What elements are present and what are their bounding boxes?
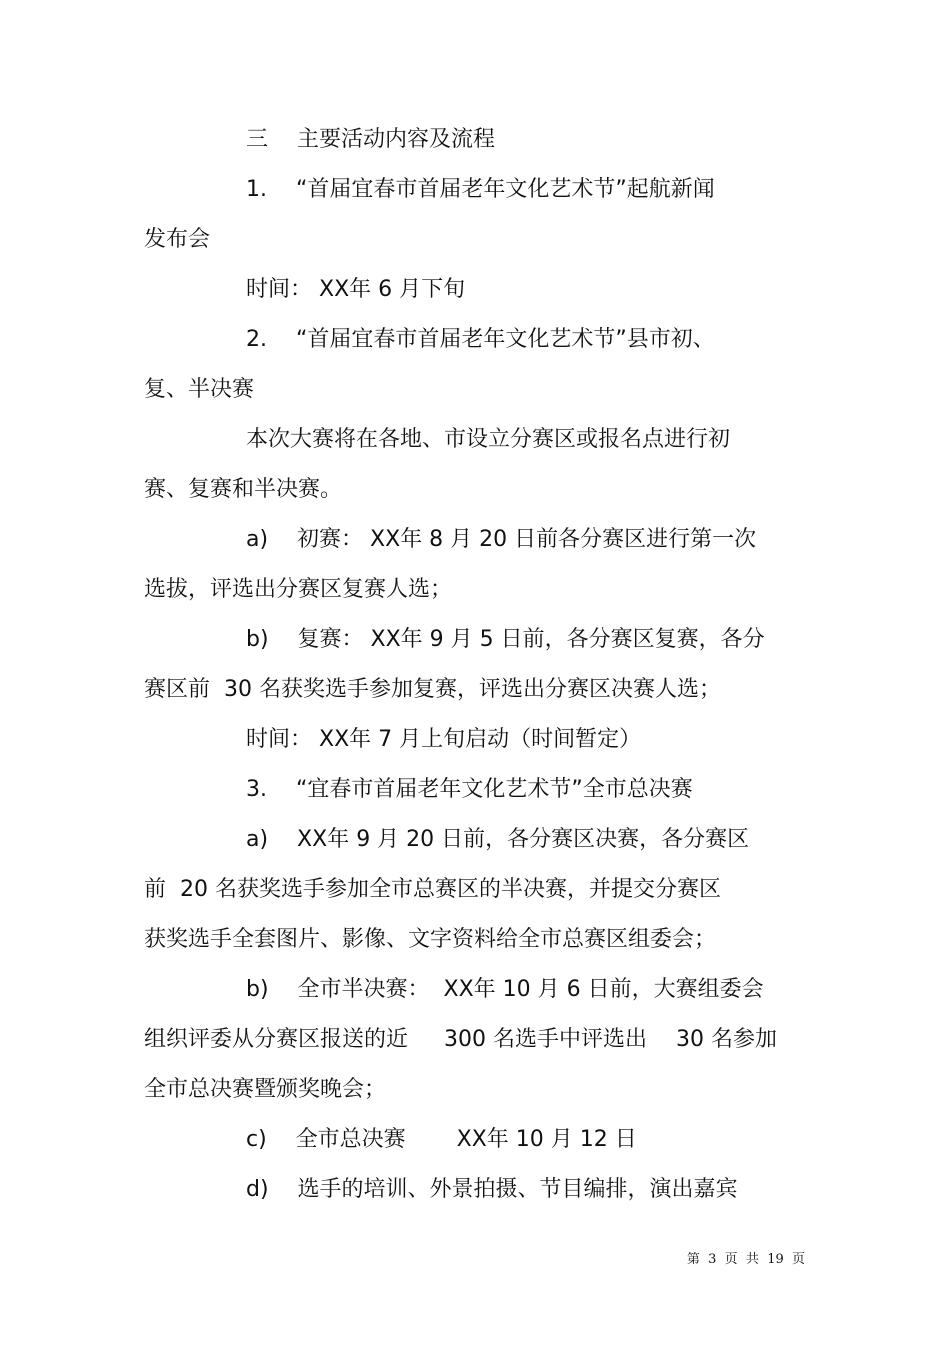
item-3-title: 3. “宜春市首届老年文化艺术节”全市总决赛 [246,777,693,802]
item-2-time: 时间： XX年 7 月上旬启动（时间暂定） [246,727,642,752]
sub-item-a-cont: 前 20 名获奖选手参加全市总赛区的半决赛，并提交分赛区 [144,877,721,902]
paragraph-line: 赛、复赛和半决赛。 [144,477,343,502]
sub-item-b-cont: 赛区前 30 名获奖选手参加复赛，评选出分赛区决赛人选； [144,677,721,702]
sub-item-d: d) 选手的培训、外景拍摄、节目编排，演出嘉宾 [246,1177,738,1202]
sub-item-a-cont: 选拔，评选出分赛区复赛人选； [144,577,453,602]
item-1-title-cont: 发布会 [144,227,211,252]
sub-item-c: c) 全市总决赛 XX年 10 月 12 日 [246,1127,637,1152]
page-number-footer [0,1248,950,1267]
sub-item-b: b) 复赛： XX年 9 月 5 日前，各分赛区复赛，各分 [246,627,765,652]
item-1-title: 1. “首届宜春市首届老年文化艺术节”起航新闻 [246,177,715,202]
item-2-title-cont: 复、半决赛 [144,377,255,402]
section-heading: 三 主要活动内容及流程 [246,127,495,152]
item-2-title: 2. “首届宜春市首届老年文化艺术节”县市初、 [246,327,715,352]
paragraph-line: 本次大赛将在各地、市设立分赛区或报名点进行初 [246,427,731,452]
sub-item-a: a) XX年 9 月 20 日前，各分赛区决赛，各分赛区 [246,827,750,852]
sub-item-b-cont: 组织评委从分赛区报送的近 300 名选手中评选出 30 名参加 [144,1027,777,1052]
sub-item-b: b) 全市半决赛： XX年 10 月 6 日前，大赛组委会 [246,977,764,1002]
sub-item-b-cont: 全市总决赛暨颁奖晚会； [144,1077,387,1102]
page-number-text: 第 3 页 共 19 页 [686,1252,805,1267]
item-1-time: 时间： XX年 6 月下旬 [246,277,466,302]
sub-item-a: a) 初赛： XX年 8 月 20 日前各分赛区进行第一次 [246,527,757,552]
sub-item-a-cont: 获奖选手全套图片、影像、文字资料给全市总赛区组委会； [144,927,717,952]
